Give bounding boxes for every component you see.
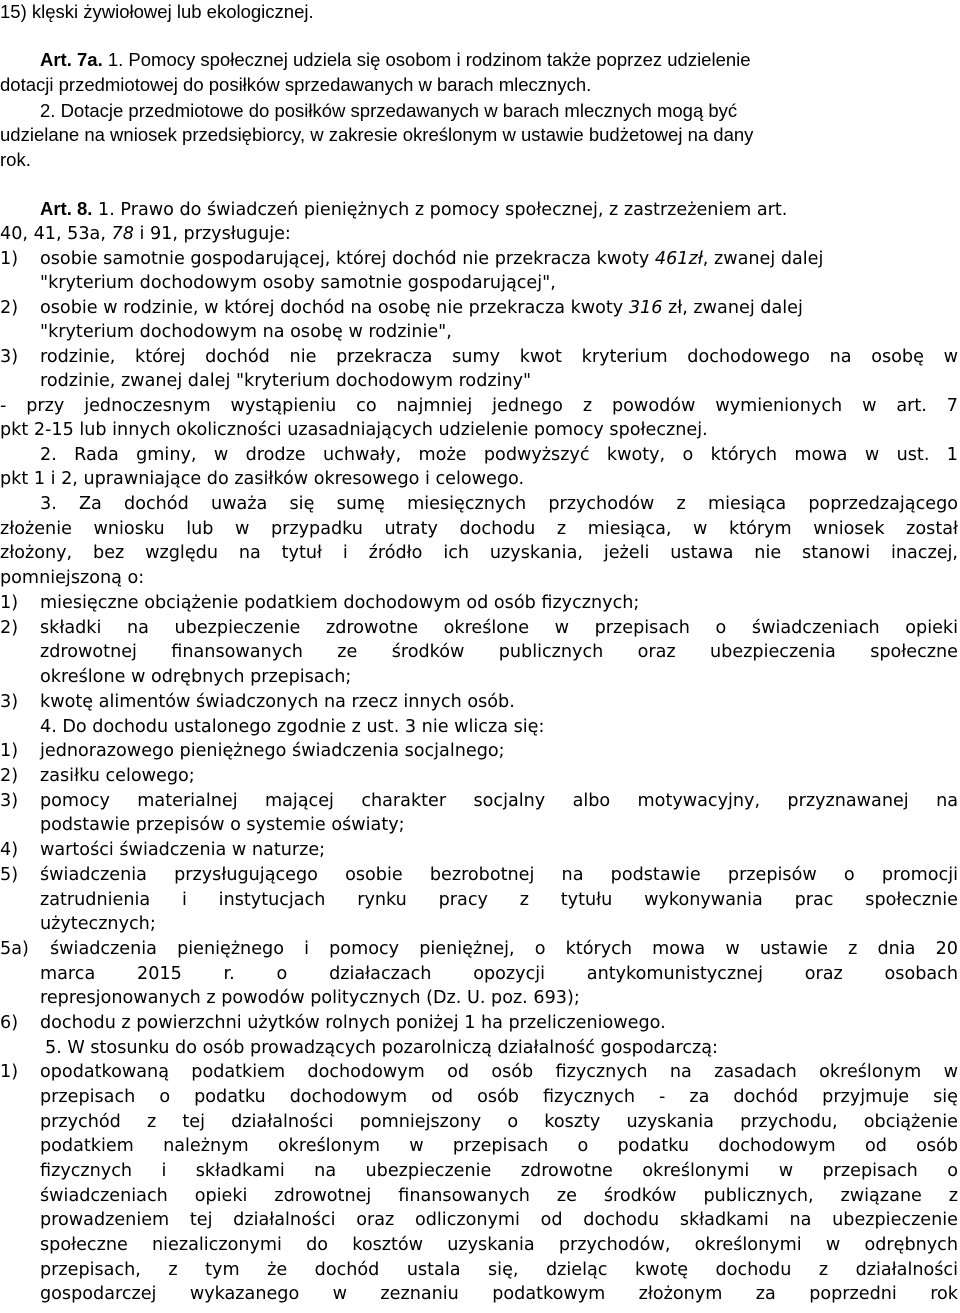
ust-3-point-2-number: 2)	[0, 618, 19, 638]
point-2-text: osobie w rodzinie, w której dochód na osobę nie przekracza kwoty	[40, 298, 629, 318]
ust-4-point-5a-line3: represjonowanych z powodów politycznych (Dz. U. poz. 693);	[40, 988, 580, 1008]
ust-4-point-3-number: 3)	[0, 791, 19, 811]
ust-4-point-5a-line2: marca 2015 r. o działaczach opozycji antykomunistycznej oraz osobach	[40, 964, 958, 984]
ust-5-point-1-line7: prowadzeniem tej działalności oraz odliczonymi od dochodu składkami na ubezpieczenie	[40, 1210, 958, 1230]
ust-5-point-1-line10: gospodarczej wykazanego w zeznaniu podatkowym złożonym za poprzedni rok	[40, 1284, 958, 1304]
ust-5-point-1-line5: fizycznych i składkami na ubezpieczenie zdrowotne określonymi w przepisach o	[40, 1161, 958, 1181]
ust-4-point-5-line3: użytecznych;	[40, 914, 156, 934]
ust-5-point-1-line8: społeczne niezaliczonymi do kosztów uzyskania przychodów, określonymi w odrębnych	[40, 1235, 958, 1255]
art-8-line2	[0, 222, 291, 246]
ust-4-point-4: wartości świadczenia w naturze;	[40, 840, 326, 860]
ust-3-line2: złożenie wniosku lub w przypadku utraty dochodu z miesiąca, w którym wniosek został	[0, 519, 958, 539]
point-1-line2: "kryterium dochodowym osoby samotnie gospodarującej",	[40, 273, 556, 293]
amount-461: 461zł	[654, 249, 703, 269]
ust-5-point-1-line9: przepisach, z tym że dochód ustala się, dzieląc kwotę dochodu z działalności	[40, 1260, 958, 1280]
art-7a-line2: dotacji przedmiotowej do posiłków sprzedawanych w barach mlecznych.	[0, 74, 592, 95]
ust-4-point-3-line2: podstawie przepisów o systemie oświaty;	[40, 815, 405, 835]
ust-4-point-6-number: 6)	[0, 1013, 19, 1033]
ust-3-line3: złożony, bez względu na tytuł i źródło ich uzyskania, jeżeli ustawa nie stanowi inaczej,	[0, 543, 958, 563]
ust-4-point-5-number: 5)	[0, 865, 19, 885]
point-1-tail: , zwanej dalej	[702, 249, 824, 269]
ust-4-point-5-line2: zatrudnienia i instytucjach rynku pracy z tytułu wykonywania prac społecznie	[40, 890, 958, 910]
art-8-line1	[40, 197, 787, 222]
art-7a-ust2-line1: 2. Dotacje przedmiotowe do posiłków sprzedawanych w barach mlecznych mogą być	[40, 100, 738, 121]
art-8-refs-tail: i 91, przysługuje:	[133, 224, 291, 244]
ust-3-line4: pomniejszoną o:	[0, 568, 145, 588]
dash-line1: - przy jednoczesnym wystąpieniu co najmniej jednego z powodów wymienionych w art. 7	[0, 396, 958, 416]
ust-3-point-3: kwotę alimentów świadczonych na rzecz innych osób.	[40, 692, 515, 712]
ust-3-point-1: miesięczne obciążenie podatkiem dochodowym od osób fizycznych;	[40, 593, 640, 613]
ust-5-line1: 5. W stosunku do osób prowadzących pozarolniczą działalność gospodarczą:	[45, 1038, 718, 1058]
ust-3-line1: 3. Za dochód uważa się sumę miesięcznych przychodów z miesiąca poprzedzającego	[40, 494, 958, 514]
ust-4-point-1: jednorazowego pieniężnego świadczenia socjalnego;	[40, 741, 505, 761]
point-2-line2: "kryterium dochodowym na osobę w rodzinie",	[40, 322, 452, 342]
point-3-number: 3)	[0, 347, 19, 367]
point-1-line1	[40, 247, 823, 271]
ust-5-point-1-number: 1)	[0, 1062, 19, 1082]
point-1-text: osobie samotnie gospodarującej, której dochód nie przekracza kwoty	[40, 249, 655, 269]
ust-4-point-6: dochodu z powierzchni użytków rolnych poniżej 1 ha przeliczeniowego.	[40, 1013, 666, 1033]
ust-3-point-1-number: 1)	[0, 593, 19, 613]
art-7a-heading: Art. 7a.	[40, 49, 103, 70]
ust-2-line1: 2. Rada gminy, w drodze uchwały, może podwyższyć kwoty, o których mowa w ust. 1	[40, 445, 958, 465]
ust-4-point-5-line1: świadczenia przysługującego osobie bezrobotnej na podstawie przepisów o promocji	[40, 865, 958, 885]
ust-5-point-1-line4: podatkiem należnym określonym w przepisach o podatku dochodowym od osób	[40, 1136, 958, 1156]
art-8-ust1-text: 1. Prawo do świadczeń pieniężnych z pomocy społecznej, z zastrzeżeniem art.	[92, 200, 788, 220]
ust-4-point-2-number: 2)	[0, 766, 19, 786]
point-1-number: 1)	[0, 249, 19, 269]
point-3-line1: rodzinie, której dochód nie przekracza sumy kwot kryterium dochodowego na osobę w	[40, 347, 958, 367]
ust-3-point-2-line2: zdrowotnej finansowanych ze środków publicznych oraz ubezpieczenia społeczne	[40, 642, 958, 662]
ust-5-point-1-line2: przepisach o podatku dochodowym od osób fizycznych - za dochód przyjmuje się	[40, 1087, 958, 1107]
ust-5-point-1-line6: świadczeniach opieki zdrowotnej finansowanych ze środków publicznych, związane z	[40, 1186, 958, 1206]
art-7a-ust1-text: 1. Pomocy społecznej udziela się osobom i rodzinom także poprzez udzielenie	[102, 49, 751, 70]
art-7a-line1	[40, 48, 751, 72]
point-2-line1	[40, 296, 803, 320]
ust-5-point-1-line1: opodatkowaną podatkiem dochodowym od osób fizycznych na zasadach określonym w	[40, 1062, 958, 1082]
ust-5-point-1-line3: przychód z tej działalności pomniejszony o koszty uzyskania przychodu, obciążenie	[40, 1112, 958, 1132]
dash-line2: pkt 2-15 lub innych okoliczności uzasadniających udzielenie pomocy społecznej.	[0, 420, 708, 440]
ust-4-point-2: zasiłku celowego;	[40, 766, 195, 786]
point-2-number: 2)	[0, 298, 19, 318]
point-3-line2: rodzinie, zwanej dalej "kryterium dochodowym rodziny"	[40, 371, 532, 391]
ust-2-line2: pkt 1 i 2, uprawniające do zasiłków okresowego i celowego.	[0, 469, 525, 489]
art-7a-ust2-line3: rok.	[0, 149, 31, 170]
art-7a-ust2-line2: udzielane na wniosek przedsiębiorcy, w zakresie określonym w ustawie budżetowej na dany	[0, 124, 754, 145]
item-15: 15) klęski żywiołowej lub ekologicznej.	[0, 1, 314, 22]
ust-4-point-4-number: 4)	[0, 840, 19, 860]
ust-3-point-2-line3: określone w odrębnych przepisach;	[40, 667, 352, 687]
point-2-tail: zł, zwanej dalej	[662, 298, 803, 318]
amount-316: 316	[628, 298, 663, 318]
ust-3-point-3-number: 3)	[0, 692, 19, 712]
art-8-heading: Art. 8.	[40, 198, 93, 219]
ust-4-point-3-line1: pomocy materialnej mającej charakter socjalny albo motywacyjny, przyznawanej na	[40, 791, 958, 811]
art-8-refs: 40, 41, 53a,	[0, 224, 112, 244]
ust-4-point-5a-number: 5a)	[0, 939, 29, 959]
ust-4-point-5a-line1: świadczenia pieniężnego i pomocy pieniężnej, o których mowa w ustawie z dnia 20	[50, 939, 958, 959]
ust-4-point-1-number: 1)	[0, 741, 19, 761]
art-8-ref-78: 78	[111, 224, 134, 244]
ust-3-point-2-line1: składki na ubezpieczenie zdrowotne określone w przepisach o świadczeniach opieki	[40, 618, 958, 638]
ust-4-line1: 4. Do dochodu ustalonego zgodnie z ust. 3 nie wlicza się:	[40, 717, 545, 737]
